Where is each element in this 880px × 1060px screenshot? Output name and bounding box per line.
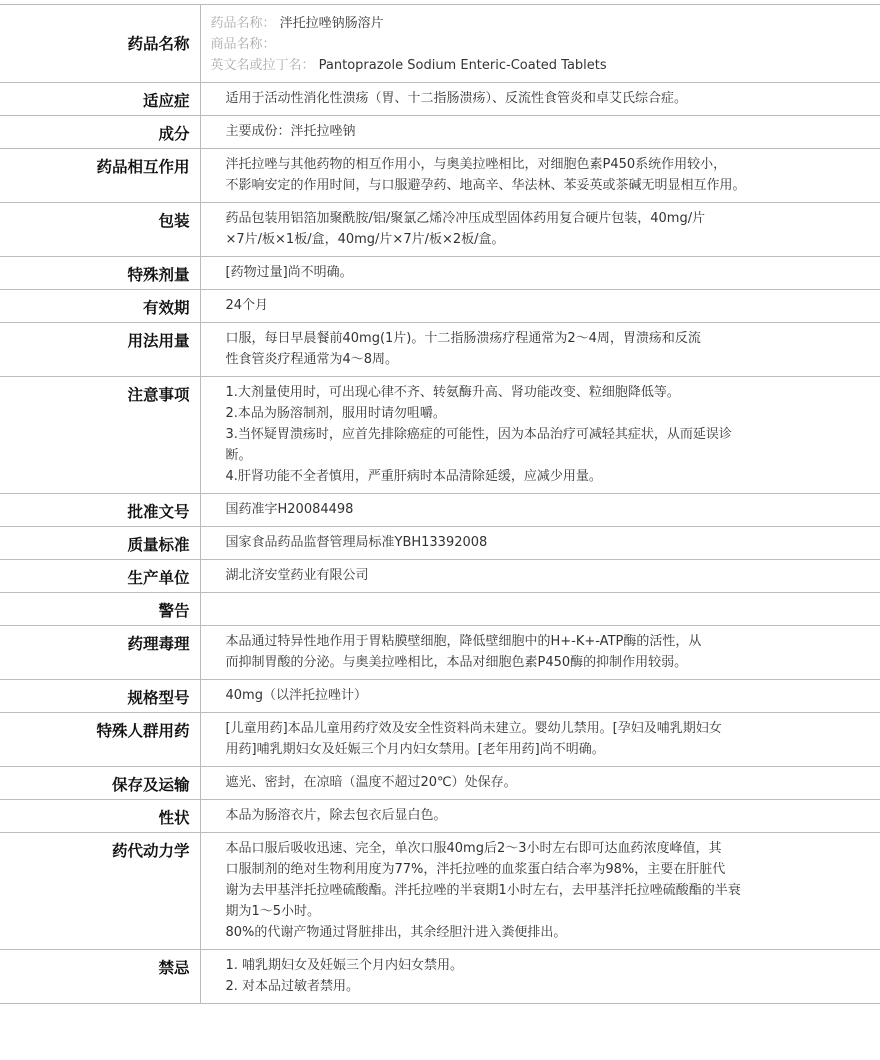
trade-name-label: 商品名称： — [210, 37, 276, 52]
value-line: 湖北济安堂药业有限公司 — [225, 568, 369, 583]
generic-name: 泮托拉唑钠肠溶片 — [279, 16, 384, 31]
row-value — [200, 833, 880, 950]
value-line: 主要成份：泮托拉唑钠 — [225, 124, 356, 139]
value-line: 本品为肠溶衣片，除去包衣后显白色。 — [225, 808, 447, 823]
value-line: 本品通过特异性地作用于胃粘膜壁细胞，降低壁细胞中的H+-K+-ATP酶的活性，从 — [225, 634, 702, 649]
table-row — [0, 713, 880, 767]
row-value — [200, 323, 880, 377]
row-label: 规格型号 — [0, 680, 200, 713]
table-row — [0, 800, 880, 833]
row-label: 成分 — [0, 116, 200, 149]
row-label: 批准文号 — [0, 494, 200, 527]
row-value — [200, 149, 880, 203]
value-line: 1.大剂量使用时，可出现心律不齐、转氨酶升高、肾功能改变、粒细胞降低等。 — [225, 385, 680, 400]
row-label: 用法用量 — [0, 323, 200, 377]
value-line: 泮托拉唑与其他药物的相互作用小，与奥美拉唑相比，对细胞色素P450系统作用较小， — [225, 157, 727, 172]
value-line: 3.当怀疑胃溃疡时，应首先排除癌症的可能性，因为本品治疗可减轻其症状，从而延误诊 — [225, 427, 732, 442]
value-line: 24个月 — [225, 298, 269, 313]
row-label: 特殊人群用药 — [0, 713, 200, 767]
value-line: 期为1～5小时。 — [225, 904, 321, 919]
value-line: 药品包装用铝箔加聚酰胺/铝/聚氯乙烯冷冲压成型固体药用复合硬片包装，40mg/片 — [225, 211, 706, 226]
english-name-line — [211, 55, 880, 76]
value-line: [药物过量]尚不明确。 — [225, 265, 353, 280]
table-row — [0, 323, 880, 377]
row-value — [200, 5, 880, 83]
english-name-label: 英文名或拉丁名： — [210, 58, 315, 73]
table-row — [0, 83, 880, 116]
generic-name-line — [211, 13, 880, 34]
row-label: 药品名称 — [0, 5, 200, 83]
row-value — [200, 626, 880, 680]
value-line: 口服，每日早晨餐前40mg(1片)。十二指肠溃疡疗程通常为2～4周，胃溃疡和反流 — [225, 331, 701, 346]
row-value — [200, 290, 880, 323]
row-label: 性状 — [0, 800, 200, 833]
table-row — [0, 149, 880, 203]
value-line: 2.本品为肠溶制剂，服用时请勿咀嚼。 — [225, 406, 446, 421]
row-label: 生产单位 — [0, 560, 200, 593]
value-line: ×7片/板×1板/盒，40mg/片×7片/板×2板/盒。 — [225, 232, 505, 247]
value-line: [儿童用药]本品儿童用药疗效及安全性资料尚未建立。婴幼儿禁用。[孕妇及哺乳期妇女 — [225, 721, 722, 736]
drug-info-table — [0, 4, 880, 1004]
value-line: 而抑制胃酸的分泌。与奥美拉唑相比，本品对细胞色素P450酶的抑制作用较弱。 — [225, 655, 688, 670]
table-row — [0, 560, 880, 593]
table-row — [0, 626, 880, 680]
value-line: 用药]哺乳期妇女及妊娠三个月内妇女禁用。[老年用药]尚不明确。 — [225, 742, 605, 757]
row-label: 适应症 — [0, 83, 200, 116]
row-value — [200, 257, 880, 290]
value-line: 性食管炎疗程通常为4～8周。 — [225, 352, 399, 367]
table-row — [0, 527, 880, 560]
row-label: 药代动力学 — [0, 833, 200, 950]
trade-name-line — [211, 34, 880, 55]
empty-value — [226, 598, 880, 619]
value-line: 本品口服后吸收迅速、完全，单次口服40mg后2～3小时左右即可达血药浓度峰值，其 — [225, 841, 722, 856]
row-label: 注意事项 — [0, 377, 200, 494]
row-label: 保存及运输 — [0, 767, 200, 800]
table-row — [0, 257, 880, 290]
table-row — [0, 494, 880, 527]
value-line: 1. 哺乳期妇女及妊娠三个月内妇女禁用。 — [225, 958, 464, 973]
table-row — [0, 116, 880, 149]
value-line: 国药准字H20084498 — [225, 502, 354, 517]
table-row — [0, 593, 880, 626]
value-line: 不影响安定的作用时间，与口服避孕药、地高辛、华法林、苯妥英或茶碱无明显相互作用。 — [225, 178, 746, 193]
row-label: 质量标准 — [0, 527, 200, 560]
value-line: 谢为去甲基泮托拉唑硫酸酯。泮托拉唑的半衰期1小时左右，去甲基泮托拉唑硫酸酯的半衰 — [225, 883, 741, 898]
value-line: 适用于活动性消化性溃疡（胃、十二指肠溃疡）、反流性食管炎和卓艾氏综合症。 — [225, 91, 688, 106]
row-label: 包装 — [0, 203, 200, 257]
row-value — [200, 593, 880, 626]
table-row — [0, 767, 880, 800]
row-value — [200, 527, 880, 560]
row-value — [200, 83, 880, 116]
row-value — [200, 713, 880, 767]
value-line: 遮光、密封，在凉暗（温度不超过20℃）处保存。 — [225, 775, 517, 790]
row-label: 警告 — [0, 593, 200, 626]
table-row — [0, 290, 880, 323]
row-label: 特殊剂量 — [0, 257, 200, 290]
value-line: 口服制剂的绝对生物利用度为77%，泮托拉唑的血浆蛋白结合率为98%，主要在肝脏代 — [225, 862, 726, 877]
english-name: Pantoprazole Sodium Enteric-Coated Tablets — [318, 58, 607, 73]
row-label: 有效期 — [0, 290, 200, 323]
table-row — [0, 680, 880, 713]
table-row — [0, 203, 880, 257]
row-value — [200, 494, 880, 527]
row-label: 禁忌 — [0, 950, 200, 1004]
generic-name-label: 药品名称： — [210, 16, 276, 31]
value-line: 断。 — [225, 448, 252, 463]
value-line: 国家食品药品监督管理局标准YBH13392008 — [225, 535, 488, 550]
value-line: 40mg（以泮托拉唑计） — [225, 688, 367, 703]
row-value — [200, 203, 880, 257]
row-value — [200, 950, 880, 1004]
table-row — [0, 950, 880, 1004]
row-value — [200, 767, 880, 800]
value-line: 80%的代谢产物通过肾脏排出，其余经胆汁进入粪便排出。 — [225, 925, 567, 940]
row-value — [200, 377, 880, 494]
row-label: 药品相互作用 — [0, 149, 200, 203]
table-row — [0, 377, 880, 494]
table-row — [0, 833, 880, 950]
row-value — [200, 560, 880, 593]
row-value — [200, 800, 880, 833]
row-drug-name — [0, 5, 880, 83]
value-line: 4.肝肾功能不全者慎用，严重肝病时本品清除延缓，应减少用量。 — [225, 469, 602, 484]
row-label: 药理毒理 — [0, 626, 200, 680]
row-value — [200, 680, 880, 713]
value-line: 2. 对本品过敏者禁用。 — [225, 979, 360, 994]
row-value — [200, 116, 880, 149]
